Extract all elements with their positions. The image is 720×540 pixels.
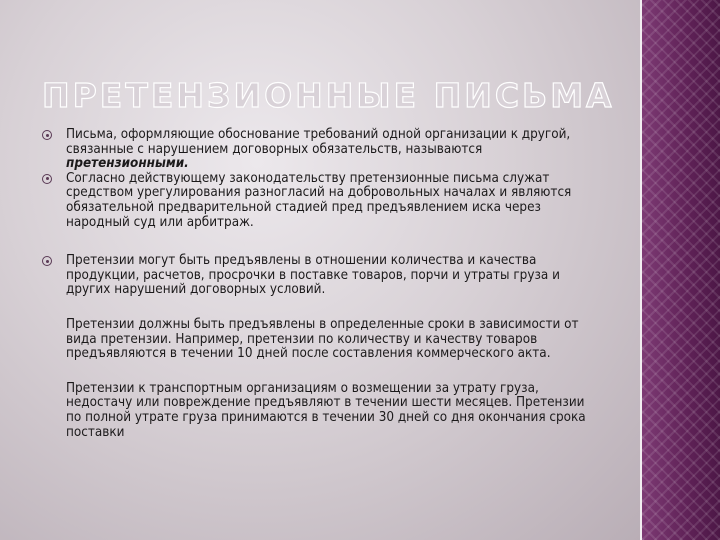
accent-side-bar bbox=[642, 0, 720, 540]
slide-title: ПРЕТЕНЗИОННЫЕ ПИСЬМА bbox=[42, 76, 615, 115]
bullet-item-2-text: Согласно действующему законодательству претензионные письма служат средством урегулирования разногласий на добровольных началах и являются обязательной предварительной стадией пред предъявлением иска через народный суд или арбитраж. bbox=[66, 170, 572, 230]
bullet-item-1 bbox=[40, 128, 600, 172]
bullet-item-2 bbox=[40, 172, 600, 230]
bullet-item-3-text: Претензии могут быть предъявлены в отношении количества и качества продукции, расчетов, просрочки в поставке товаров, порчи и утраты груза и других нарушений договорных условий. bbox=[66, 253, 560, 298]
paragraph-2: Претензии к транспортным организациям о возмещении за утрату груза, недостачу или повреждение предъявляют в течении шести месяцев. Претензии по полной утрате груза принимаются в течении 30 дней со дня окончания срока поставки bbox=[66, 380, 586, 440]
bullet-item-1-emphasis: претензионными. bbox=[66, 156, 189, 172]
circled-dot-bullet-icon bbox=[42, 256, 52, 266]
circled-dot-bullet-icon bbox=[42, 130, 52, 140]
paragraph-1: Претензии должны быть предъявлены в определенные сроки в зависимости от вида претензии. Например, претензии по количеству и качеству товаров предъявляются в течении 10 дней после составления коммерческого акта. bbox=[66, 316, 579, 362]
slide-content bbox=[40, 128, 600, 440]
bullet-item-3 bbox=[40, 254, 600, 298]
bullet-item-1-text: Письма, оформляющие обоснование требований одной организации к другой, связанные с нарушением договорных обязательств, называются bbox=[66, 127, 571, 157]
circled-dot-bullet-icon bbox=[42, 174, 52, 184]
